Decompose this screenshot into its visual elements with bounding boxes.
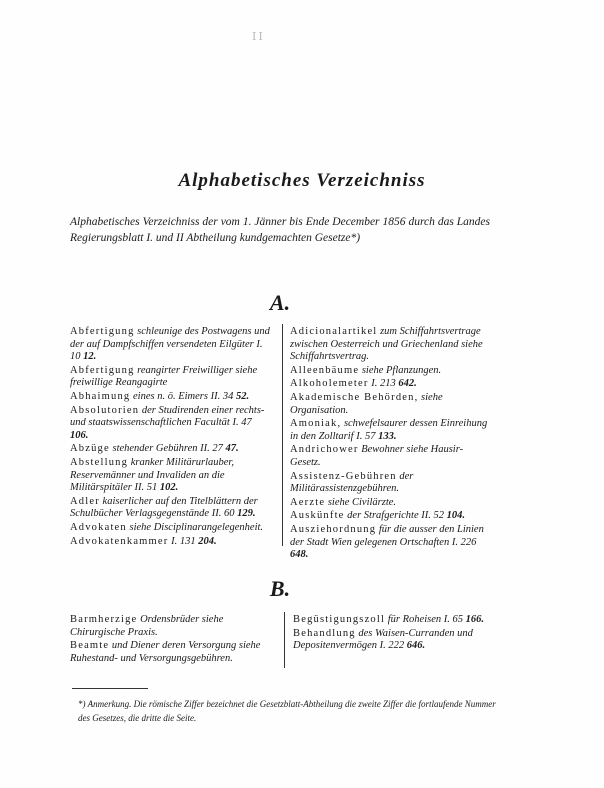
entry-term: Alkoholemeter xyxy=(290,378,369,390)
entry-text: siehe Organisation. xyxy=(290,391,443,416)
entry-text: kaiserlicher auf den Titelblättern der Schulbücher Verlagsgegenstände II. 60 xyxy=(70,495,258,520)
footnote-rule xyxy=(72,688,148,689)
entry-number: 12. xyxy=(83,351,97,363)
entry-text: der Strafgerichte II. 52 xyxy=(347,510,444,522)
index-entry xyxy=(70,365,270,390)
entry-term: Amoniak, xyxy=(290,418,342,430)
section-a-right-column xyxy=(290,326,488,563)
entry-term: Absolutorien xyxy=(70,404,140,416)
entry-term: Abzüge xyxy=(70,443,110,455)
entry-text: reangirter Freiwilliger siehe freiwillige Reangagirte xyxy=(70,364,258,389)
entry-number: 204. xyxy=(198,535,217,547)
entry-text: für Roheisen I. 65 xyxy=(387,614,463,625)
section-b-right-column xyxy=(293,614,489,654)
entry-text: der Studirenden einer rechts- und staatswissenschaftlichen Facultät I. 47 xyxy=(70,404,265,429)
entry-term: Andrichower xyxy=(290,444,359,456)
index-entry xyxy=(290,524,488,562)
index-entry xyxy=(290,510,488,523)
index-entry xyxy=(290,392,488,417)
entry-text: siehe Pflanzungen. xyxy=(361,364,442,376)
entry-term: Assistenz-Gebühren xyxy=(290,470,397,482)
index-entry xyxy=(70,640,272,665)
entry-text: stehender Gebühren II. 27 xyxy=(112,443,223,455)
entry-term: Alleenbäume xyxy=(290,364,360,376)
entry-number: 129. xyxy=(237,508,256,520)
entry-text: für die ausser den Linien der Stadt Wien gelegenen Ortschaften I. 226 xyxy=(290,523,484,548)
section-a-left-column xyxy=(70,326,270,549)
index-entry xyxy=(293,628,489,653)
entry-term: Abstellung xyxy=(70,456,129,468)
entry-term: Abhaimung xyxy=(70,390,131,402)
section-b-left-column xyxy=(70,614,272,666)
entry-text: I. 213 xyxy=(371,378,396,390)
entry-term: Advokatenkammer xyxy=(70,535,169,547)
index-entry xyxy=(293,614,489,627)
entry-text: des Waisen-Curranden und Depositenvermögen I. 222 xyxy=(293,627,473,652)
entry-number: 642. xyxy=(398,378,417,390)
index-entry xyxy=(70,391,270,404)
entry-text: schleunige des Postwagens und der auf Dampfschiffen versendeten Eilgüter I. 10 xyxy=(70,326,270,363)
entry-number: 47. xyxy=(225,443,239,455)
entry-term: Aerzte xyxy=(290,496,326,508)
entry-term: Abfertigung xyxy=(70,326,135,337)
footnote: *) Anmerkung. Die römische Ziffer bezeichnet die Gesetzblatt-Abtheilung die zweite Ziffer die fortlaufende Nummer des Gesetzes, die dritte die Seite. xyxy=(78,699,496,723)
entry-term: Auskünfte xyxy=(290,510,345,522)
section-letter-a: A. xyxy=(269,290,291,315)
entry-term: Begüstigungszoll xyxy=(293,614,386,625)
index-entry xyxy=(290,326,488,364)
entry-term: Behandlung xyxy=(293,627,356,639)
index-entry xyxy=(70,496,270,521)
entry-text: schwefelsaurer dessen Einreihung in den Zolltarif I. 57 xyxy=(290,418,488,442)
entry-number: 646. xyxy=(406,640,426,652)
page-title: Alphabetisches Verzeichniss xyxy=(178,170,426,191)
index-entry xyxy=(70,614,272,639)
index-entry xyxy=(70,326,270,364)
entry-text: der Militärassistenzgebühren. xyxy=(290,470,414,495)
entry-text: siehe Civilärzte. xyxy=(327,496,397,508)
index-entry xyxy=(290,444,488,469)
page-subtitle: Alphabetisches Verzeichniss der vom 1. Jänner bis Ende December 1856 durch das Landes Regierungsblatt I. und II Abtheilung kundgemachten Gesetze*) xyxy=(70,216,490,244)
entry-term: Beamte xyxy=(70,640,110,652)
entry-text: Bewohner siehe Hausir-Gesetz. xyxy=(290,444,464,468)
entry-number: 648. xyxy=(290,549,309,561)
index-entry xyxy=(290,365,488,378)
column-divider xyxy=(284,612,285,668)
entry-text: eines n. ö. Eimers II. 34 xyxy=(133,390,234,402)
column-divider xyxy=(282,324,283,546)
entry-text: Ordensbrüder siehe Chirurgische Praxis. xyxy=(70,614,224,638)
entry-term: Adler xyxy=(70,495,100,507)
entry-term: Adicionalartikel xyxy=(290,326,378,337)
entry-term: Barmherzige xyxy=(70,614,138,625)
index-entry xyxy=(70,536,270,549)
entry-text: I. 131 xyxy=(171,535,196,547)
index-entry xyxy=(70,457,270,495)
entry-number: 52. xyxy=(235,390,250,402)
index-entry xyxy=(70,405,270,443)
index-entry xyxy=(290,378,488,391)
entry-number: 104. xyxy=(446,510,465,522)
section-letter-b: B. xyxy=(269,576,291,601)
entry-term: Ausziehordnung xyxy=(290,523,377,535)
entry-text: siehe Disciplinarangelegenheit. xyxy=(129,521,264,533)
index-entry xyxy=(290,418,488,443)
entry-term: Abfertigung xyxy=(70,364,135,376)
entry-term: Advokaten xyxy=(70,521,127,533)
entry-text: kranker Militärurlauber, Reservemänner und Invaliden an die Militärspitäler II. 51 xyxy=(70,456,234,494)
entry-number: 106. xyxy=(70,429,89,441)
entry-term: Akademische Behörden, xyxy=(290,391,419,403)
entry-number: 166. xyxy=(465,614,484,625)
index-entry xyxy=(290,471,488,496)
page-mark: II xyxy=(252,30,265,43)
entry-number: 102. xyxy=(159,482,179,494)
entry-text: zum Schiffahrtsvertrage zwischen Oesterreich und Griechenland siehe Schiffahrtsvertrag. xyxy=(290,326,483,363)
index-entry xyxy=(70,522,270,535)
index-entry xyxy=(290,497,488,510)
index-entry xyxy=(70,443,270,456)
entry-text: und Diener deren Versorgung siehe Ruhestand- und Versorgungsgebühren. xyxy=(70,640,261,664)
entry-number: 133. xyxy=(378,430,397,442)
